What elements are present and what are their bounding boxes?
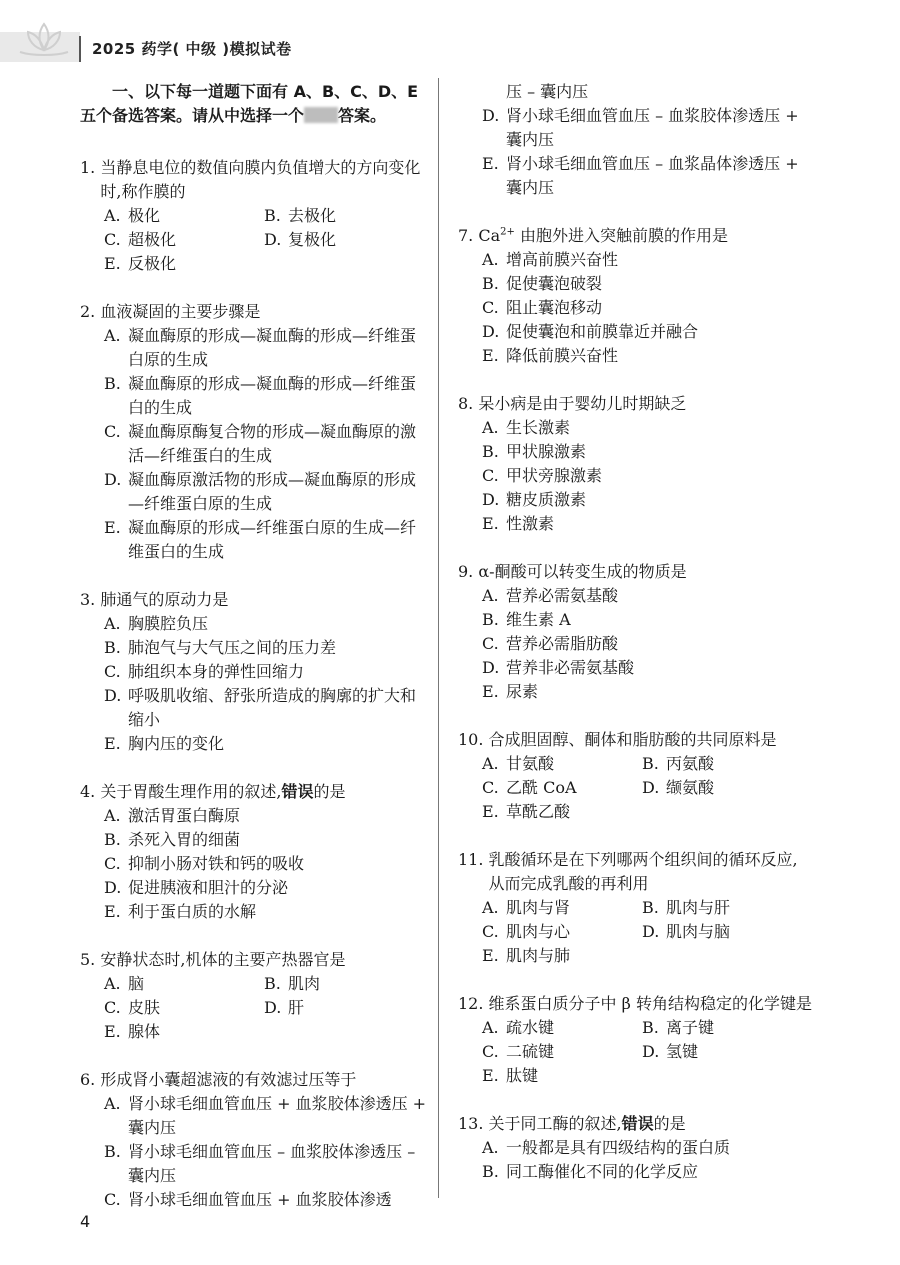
- option-a: A. 增高前膜兴奋性: [482, 250, 619, 269]
- question-number: 3.: [80, 590, 96, 609]
- option-c: C. 肺组织本身的弹性回缩力: [104, 662, 305, 681]
- question-stem: 安静状态时,机体的主要产热器官是: [100, 950, 346, 969]
- question-10: [458, 728, 813, 824]
- question-number: 6.: [80, 1070, 96, 1089]
- option-a: A. 肾小球毛细血管血压 + 血浆胶体渗透压 + 囊内压: [104, 1094, 427, 1137]
- option-a: A. 生长激素: [482, 418, 571, 437]
- question-stem: 形成肾小囊超滤液的有效滤过压等于: [100, 1070, 357, 1089]
- section-title: 一、以下每一道题下面有 A、B、C、D、E 五个备选答案。请从中选择一个 答案。: [80, 82, 419, 125]
- question-number: 5.: [80, 950, 96, 969]
- option-e: E. 降低前膜兴奋性: [482, 346, 619, 365]
- question-number: 4.: [80, 782, 96, 801]
- question-5: [80, 948, 430, 1044]
- question-13: [458, 1112, 813, 1184]
- option-d: D. 肾小球毛细血管血压 – 血浆胶体渗透压 + 囊内压: [482, 106, 799, 149]
- column-divider: [438, 78, 439, 1198]
- option-e: E. 利于蛋白质的水解: [104, 902, 257, 921]
- page-header: [0, 0, 900, 70]
- option-b: B. 维生素 A: [482, 610, 571, 629]
- right-column: [458, 80, 813, 1184]
- option-e: E. 肽键: [482, 1066, 539, 1085]
- option-a: A. 疏水键: [482, 1018, 555, 1037]
- question-stem: 当静息电位的数值向膜内负值增大的方向变化时,称作膜的: [100, 158, 421, 201]
- option-b: B. 离子键: [642, 1018, 715, 1037]
- question-stem: 维系蛋白质分子中 β 转角结构稳定的化学键是: [488, 994, 812, 1013]
- option-c: C. 甲状旁腺激素: [482, 466, 603, 485]
- question-number: 13.: [458, 1114, 484, 1133]
- option-c: C. 阻止囊泡移动: [482, 298, 603, 317]
- option-d: D. 肌肉与脑: [642, 922, 731, 941]
- option-d: D. 氢键: [642, 1042, 699, 1061]
- lotus-logo-icon: [14, 18, 74, 58]
- option-b: B. 同工酶催化不同的化学反应: [482, 1162, 699, 1181]
- option-c: C. 超极化: [104, 230, 177, 249]
- option-e: E. 肾小球毛细血管血压 – 血浆晶体渗透压 + 囊内压: [482, 154, 799, 197]
- page-number: 4: [80, 1212, 91, 1231]
- question-9: [458, 560, 813, 704]
- question-number: 7.: [458, 226, 474, 245]
- option-c: C. 肾小球毛细血管血压 + 血浆胶体渗透: [104, 1190, 392, 1209]
- question-number: 9.: [458, 562, 474, 581]
- option-c: C. 抑制小肠对铁和钙的吸收: [104, 854, 305, 873]
- option-a: A. 甘氨酸: [482, 754, 555, 773]
- redaction-mark: [304, 107, 338, 123]
- option-e: E. 尿素: [482, 682, 539, 701]
- question-stem: 呆小病是由于婴幼儿时期缺乏: [478, 394, 687, 413]
- question-stem: 关于胃酸生理作用的叙述,错误的是: [100, 782, 346, 801]
- option-e: E. 反极化: [104, 254, 177, 273]
- option-d: D. 肝: [264, 998, 305, 1017]
- question-4: [80, 780, 430, 924]
- option-c: C. 二硫键: [482, 1042, 555, 1061]
- question-number: 2.: [80, 302, 96, 321]
- option-e: E. 胸内压的变化: [104, 734, 225, 753]
- left-column: [80, 80, 430, 1212]
- option-c: C. 肌肉与心: [482, 922, 571, 941]
- question-number: 10.: [458, 730, 484, 749]
- question-stem: 合成胆固醇、酮体和脂肪酸的共同原料是: [488, 730, 777, 749]
- option-c: C. 皮肤: [104, 998, 161, 1017]
- option-c: C. 凝血酶原酶复合物的形成—凝血酶原的激活—纤维蛋白的生成: [104, 422, 417, 465]
- option-d: D. 呼吸肌收缩、舒张所造成的胸廓的扩大和缩小: [104, 686, 417, 729]
- question-3: [80, 588, 430, 756]
- option-e: E. 草酰乙酸: [482, 802, 571, 821]
- option-b: B. 甲状腺激素: [482, 442, 587, 461]
- option-d: D. 缬氨酸: [642, 778, 715, 797]
- option-c: C. 乙酰 CoA: [482, 778, 577, 797]
- question-1: [80, 156, 430, 276]
- question-7: [458, 224, 813, 368]
- option-d: D. 糖皮质激素: [482, 490, 587, 509]
- emphasis-wrong: 错误: [281, 782, 314, 801]
- option-a: A. 脑: [104, 974, 145, 993]
- question-number: 8.: [458, 394, 474, 413]
- question-2: [80, 300, 430, 564]
- option-c: C. 营养必需脂肪酸: [482, 634, 619, 653]
- question-stem: 乳酸循环是在下列哪两个组织间的循环反应,从而完成乳酸的再利用: [488, 850, 798, 893]
- option-b: B. 丙氨酸: [642, 754, 715, 773]
- option-a: A. 营养必需氨基酸: [482, 586, 619, 605]
- option-a: A. 激活胃蛋白酶原: [104, 806, 241, 825]
- option-a: A. 一般都是具有四级结构的蛋白质: [482, 1138, 731, 1157]
- question-stem: 肺通气的原动力是: [100, 590, 229, 609]
- option-d: D. 复极化: [264, 230, 337, 249]
- question-12: [458, 992, 813, 1088]
- option-a: A. 极化: [104, 206, 161, 225]
- option-b: B. 肾小球毛细血管血压 – 血浆胶体渗透压 – 囊内压: [104, 1142, 416, 1185]
- option-e: E. 肌肉与肺: [482, 946, 571, 965]
- option-a: A. 肌肉与肾: [482, 898, 571, 917]
- header-separator: [79, 36, 81, 62]
- option-d: D. 营养非必需氨基酸: [482, 658, 635, 677]
- option-d: D. 促进胰液和胆汁的分泌: [104, 878, 289, 897]
- option-d: D. 凝血酶原激活物的形成—凝血酶原的形成—纤维蛋白原的生成: [104, 470, 417, 513]
- option-b: B. 去极化: [264, 206, 337, 225]
- option-e: E. 腺体: [104, 1022, 161, 1041]
- question-8: [458, 392, 813, 536]
- question-number: 11.: [458, 850, 484, 869]
- question-6: [80, 1068, 430, 1212]
- option-b: B. 肌肉: [264, 974, 321, 993]
- question-number: 12.: [458, 994, 484, 1013]
- question-number: 1.: [80, 158, 96, 177]
- option-a: A. 凝血酶原的形成—凝血酶的形成—纤维蛋白原的生成: [104, 326, 417, 369]
- question-stem: α-酮酸可以转变生成的物质是: [478, 562, 687, 581]
- question-stem: $Ca^{2+}$ 由胞外进入突触前膜的作用是: [478, 226, 728, 245]
- question-11: [458, 848, 813, 968]
- option-b: B. 促使囊泡破裂: [482, 274, 603, 293]
- option-b: B. 肌肉与肝: [642, 898, 731, 917]
- option-c-continued: 压 – 囊内压: [506, 82, 589, 101]
- question-6-continued: [458, 80, 813, 200]
- option-d: D. 促使囊泡和前膜靠近并融合: [482, 322, 699, 341]
- option-b: B. 肺泡气与大气压之间的压力差: [104, 638, 337, 657]
- header-title: 2025 药学( 中级 )模拟试卷: [92, 40, 292, 58]
- question-stem: 关于同工酶的叙述,错误的是: [488, 1114, 686, 1133]
- option-b: B. 杀死入胃的细菌: [104, 830, 241, 849]
- option-e: E. 凝血酶原的形成—纤维蛋白原的生成—纤维蛋白的生成: [104, 518, 417, 561]
- question-stem: 血液凝固的主要步骤是: [100, 302, 261, 321]
- option-b: B. 凝血酶原的形成—凝血酶的形成—纤维蛋白的生成: [104, 374, 417, 417]
- option-a: A. 胸膜腔负压: [104, 614, 209, 633]
- emphasis-wrong: 错误: [621, 1114, 654, 1133]
- option-e: E. 性激素: [482, 514, 555, 533]
